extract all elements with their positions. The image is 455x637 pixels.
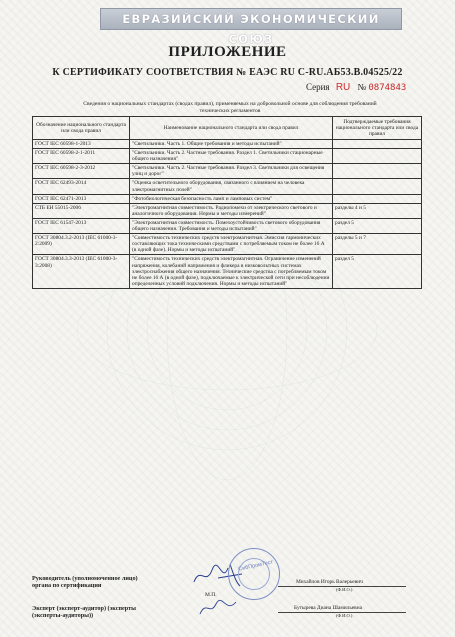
standard-name: "Электромагнитная совместимость. Помехоустойчивость светового оборудования общего назначения. Требования и методы испытаний" [130, 218, 333, 233]
seal-place-label: М.П. [205, 592, 217, 598]
series-label: Серия [306, 82, 330, 92]
page-title: ПРИЛОЖЕНИЕ [168, 44, 287, 60]
table-row [33, 203, 422, 218]
stamp-label: СибПромТест [237, 559, 274, 573]
expert-name: Бутырева Диана Шамильевна [294, 605, 363, 611]
certificate-prefix: К СЕРТИФИКАТУ СООТВЕТСТВИЯ № ЕАЭС [52, 67, 278, 78]
intro-text: Сведения о национальных стандартах (сводах правил), применяемых на добровольной основе для соблюдения требований технических регламентов [83, 101, 377, 114]
head-fio-caption: (Ф.И.О.) [336, 587, 353, 592]
certificate-number: RU С-RU.АБ53.В.04525/22 [280, 67, 403, 78]
table-row [33, 149, 422, 164]
table-row [33, 194, 422, 203]
certificate-reference [0, 67, 455, 78]
standard-requirements [333, 164, 422, 179]
standard-requirements: разделы 5 и 7 [333, 234, 422, 255]
standard-name: "Совместимость технических средств электромагнитная. Эмиссия гармонических составляющих тока техническими средствами с потребляемым током не более 16 А (в одной фазе). Нормы и методы испытаний" [130, 234, 333, 255]
table-row [33, 164, 422, 179]
standard-name: "Фотобиологическая безопасность ламп и ламповых систем" [130, 194, 333, 203]
head-label: Руководитель (уполномоченное лицо) органа по сертификации [32, 575, 138, 589]
standard-requirements [333, 179, 422, 194]
standard-requirements [333, 149, 422, 164]
table-row [33, 255, 422, 288]
standard-code: ГОСТ IEC 60598-1-2013 [33, 140, 130, 149]
standard-code: ГОСТ IEC 61547-2013 [33, 218, 130, 233]
table-row [33, 234, 422, 255]
standard-requirements: раздел 5 [333, 218, 422, 233]
standard-name: "Светильники. Часть 1. Общие требования и методы испытаний" [130, 140, 333, 149]
standard-requirements: раздел 5 [333, 255, 422, 288]
standards-table [32, 116, 422, 289]
standard-name: "Светильники. Часть 2. Частные требования. Раздел 3. Светильники для освещения улиц и дорог" [130, 164, 333, 179]
head-name: Михайлов Игорь Валерьевич [296, 579, 363, 585]
expert-signature [196, 596, 240, 620]
standard-name: "Совместимость технических средств электромагнитная. Ограничение изменений напряжения, колебаний напряжения и фликера в низковольтных системах электроснабжения общего назначения. Технические средства с потребляемым током не более 16 А (в одной фазе), подключаемые к электрической сети при несоблюдении определенных условий подключения. Нормы и методы испытаний" [130, 255, 333, 288]
header-requirements: Подтверждаемые требования национального стандарта или свода правил [333, 117, 422, 140]
table-row [33, 218, 422, 233]
standard-code: СТБ ЕН 55015-2006 [33, 203, 130, 218]
header-standard-name: Наименование национального стандарта или свода правил [130, 117, 333, 140]
organization-stamp [228, 548, 280, 600]
standard-name: "Электромагнитная совместимость. Радиопомехи от электрического светового и аналогичного оборудования. Нормы и методы измерений" [130, 203, 333, 218]
series-line [306, 82, 406, 93]
series-code: RU [335, 82, 351, 93]
standard-name: "Оценка осветительного оборудования, связанного с влиянием на человека электромагнитных полей" [130, 179, 333, 194]
expert-label: Эксперт (эксперт-аудитор) (эксперты (эксперты-аудиторы)) [32, 605, 136, 619]
union-banner: ЕВРАЗИЙСКИЙ ЭКОНОМИЧЕСКИЙ СОЮЗ [100, 8, 402, 30]
standard-code: ГОСТ IEC 60598-2-1-2011 [33, 149, 130, 164]
standard-code: ГОСТ 30804.3.2-2013 (IEC 61000-3-2:2009) [33, 234, 130, 255]
table-header-row [33, 117, 422, 140]
table-row [33, 140, 422, 149]
standard-requirements [333, 194, 422, 203]
series-no-label: № [357, 82, 367, 92]
standard-code: ГОСТ IEC 60598-2-3-2012 [33, 164, 130, 179]
standard-requirements [333, 140, 422, 149]
table-row [33, 179, 422, 194]
standard-requirements: разделы 4 и 5 [333, 203, 422, 218]
series-number: 0874843 [368, 83, 407, 93]
standard-name: "Светильники. Часть 2. Частные требования. Раздел 1. Светильники стационарные общего назначения" [130, 149, 333, 164]
standard-code: ГОСТ IEC 62493-2014 [33, 179, 130, 194]
standard-code: ГОСТ IEC 62471-2013 [33, 194, 130, 203]
header-standard-code: Обозначение национального стандарта или свода правил [33, 117, 130, 140]
expert-fio-caption: (Ф.И.О.) [336, 613, 353, 618]
standard-code: ГОСТ 30804.3.3-2013 (IEC 61000-3-3:2008) [33, 255, 130, 288]
